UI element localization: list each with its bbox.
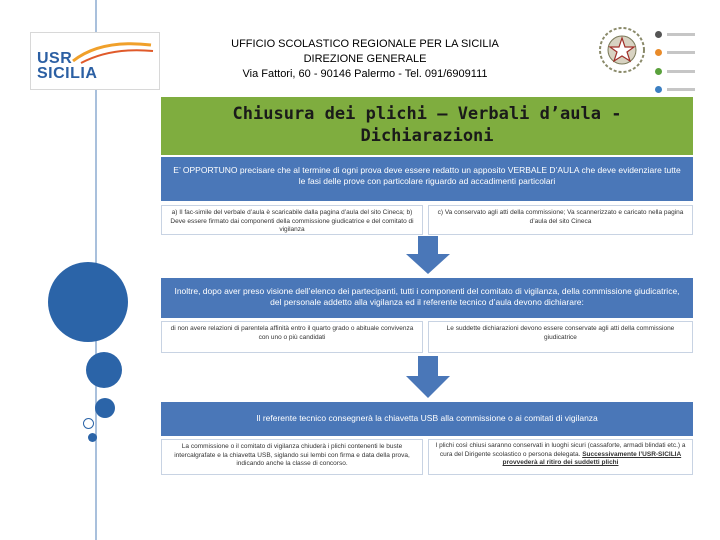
office-address: Via Fattori, 60 - 90146 Palermo - Tel. 091/6909111 (242, 68, 488, 80)
logo-text (37, 51, 97, 81)
ministry-item (655, 27, 715, 42)
ministry-line (667, 88, 695, 91)
section2-intro-text: Inoltre, dopo aver preso visione dell’elenco dei partecipanti, tutti i componenti del comitato di vigilanza, della commissione giudicatrice, del personale addetto alla vigilanza ed il referente tecnico d’aula devono dichiarare: (174, 286, 680, 307)
section2-left-text: di non avere relazioni di parentela affinità entro il quarto grado o abituale convivenza con uno o più candidati (170, 325, 414, 341)
section2-left-box (161, 321, 423, 353)
section3-right-box (428, 439, 693, 475)
ministry-dot-icon (655, 49, 662, 56)
ministry-line (667, 51, 695, 54)
section3-intro-text: Il referente tecnico consegnerà la chiavetta USB alla commissione o ai comitati di vigilanza (256, 413, 598, 423)
decorative-circle-outline (83, 418, 94, 429)
section2-intro-bar (161, 278, 693, 318)
title-band (161, 97, 693, 155)
section2-right-box (428, 321, 693, 353)
section1-right-box (428, 205, 693, 235)
slide-title-line2: Dichiarazioni (360, 126, 494, 146)
usr-sicilia-logo (30, 32, 160, 90)
office-direction: DIREZIONE GENERALE (303, 53, 427, 65)
ministry-legend (655, 27, 715, 101)
decorative-circle-medium (86, 352, 122, 388)
section3-intro-bar (161, 402, 693, 436)
section3-right-emphasis: Successivamente l’USR-SICILIA provvederà al ritiro dei suddetti plichi (502, 450, 682, 466)
ministry-dot-icon (655, 31, 662, 38)
down-arrow-icon (403, 356, 453, 400)
section3-left-box (161, 439, 423, 475)
office-name: UFFICIO SCOLASTICO REGIONALE PER LA SICILIA (231, 38, 499, 50)
logo-text-sicilia: SICILIA (37, 65, 98, 82)
office-header (200, 37, 530, 82)
section2-right-text: Le suddette dichiarazioni devono essere conservate agli atti della commissione giudicatrice (446, 325, 675, 341)
logo-text-usr: USR (37, 50, 73, 67)
section1-right-text: c) Va conservato agli atti della commissione; Va scannerizzato e caricato nella pagina d’aula del sito Cineca (437, 209, 684, 225)
ministry-item (655, 46, 715, 61)
slide-title-line1: Chiusura dei plichi – Verbali d’aula - (232, 104, 622, 124)
decorative-circle-large (48, 262, 128, 342)
section1-left-text: a) Il fac-simile del verbale d’aula è scaricabile dalla pagina d’aula del sito Cineca; b) Deve essere firmato dai componenti della commissione giudicatrice e del comitato di vigilanza (170, 209, 414, 233)
section1-intro-bar (161, 157, 693, 201)
italian-republic-emblem-icon (596, 24, 648, 81)
ministry-item (655, 64, 715, 79)
ministry-item (655, 83, 715, 98)
section1-left-box (161, 205, 423, 235)
section3-left-text: La commissione o il comitato di vigilanza chiuderà i plichi contenenti le buste intercalgrafate e la chiavetta USB, siglando sui lembi con firma e data della prova, indicando anche la classe di concorso. (174, 443, 410, 467)
ministry-line (667, 33, 695, 36)
section3-right-text: I plichi così chiusi saranno conservati in luoghi sicuri (cassaforte, armadi blindati etc.) a cura del Dirigente scolastico o persona delegata. (435, 442, 686, 458)
section1-intro-text: E’ OPPORTUNO precisare che al termine di ogni prova deve essere redatto un apposito VERBALE D’AULA che deve evidenziare tutte le fasi delle prove con particolare riguardo ad accadimenti particolari (173, 165, 681, 186)
down-arrow-icon (403, 236, 453, 276)
ministry-line (667, 70, 695, 73)
decorative-circle-tiny (88, 433, 97, 442)
decorative-circle-small (95, 398, 115, 418)
slide-title (161, 103, 693, 147)
ministry-dot-icon (655, 86, 662, 93)
ministry-dot-icon (655, 68, 662, 75)
